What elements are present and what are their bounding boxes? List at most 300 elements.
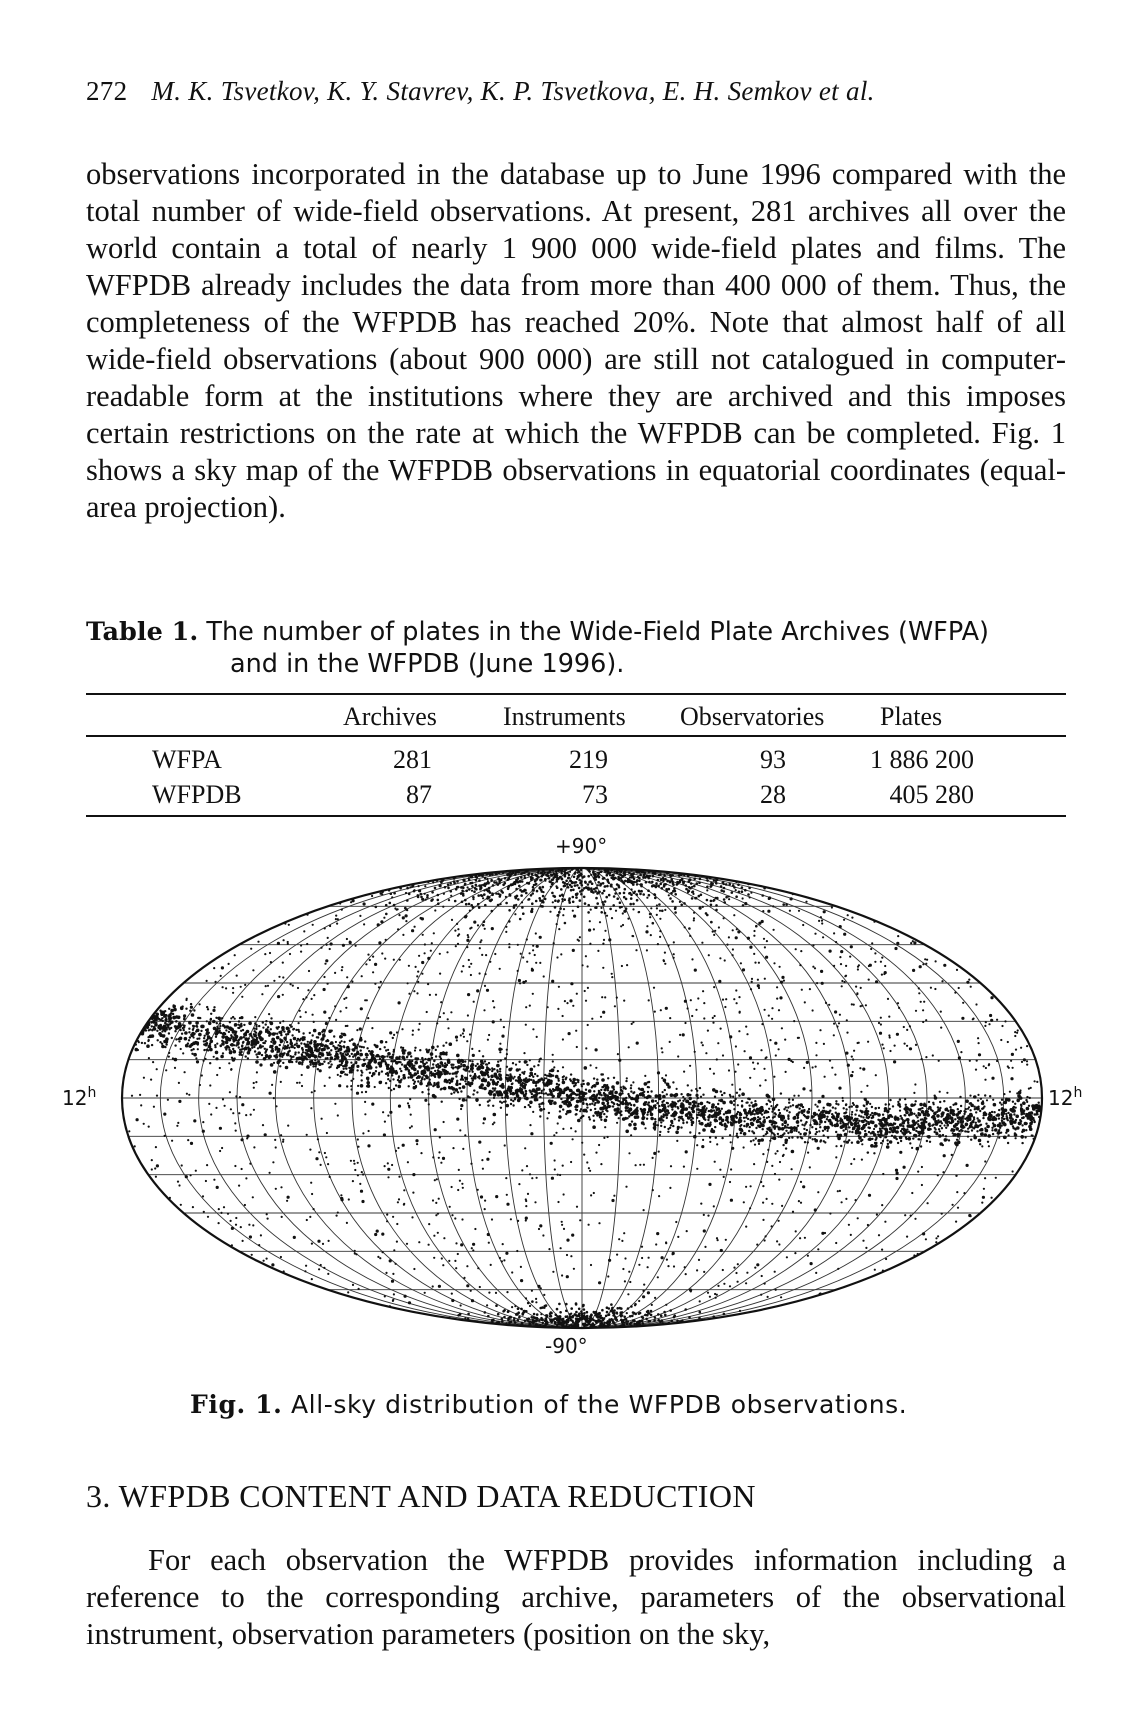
observation-point: [181, 1164, 183, 1166]
observation-point: [699, 907, 702, 910]
observation-point: [300, 1042, 302, 1044]
observation-point: [851, 1111, 853, 1113]
observation-point: [466, 1284, 469, 1287]
observation-point: [360, 1084, 364, 1088]
observation-point: [190, 1142, 193, 1145]
observation-point: [868, 1131, 870, 1133]
observation-point: [586, 1082, 590, 1086]
observation-point: [778, 1109, 780, 1111]
observation-point: [439, 1136, 441, 1138]
observation-point: [175, 1015, 179, 1019]
observation-point: [561, 1224, 563, 1226]
observation-point: [858, 1120, 860, 1122]
observation-point: [146, 1044, 150, 1048]
observation-point: [707, 1030, 709, 1032]
observation-point: [229, 1021, 231, 1023]
observation-point: [666, 1083, 670, 1087]
observation-point: [155, 1146, 157, 1148]
observation-point: [309, 1056, 311, 1058]
observation-point: [749, 1207, 751, 1209]
observation-point: [985, 1123, 987, 1125]
observation-point: [585, 1000, 587, 1002]
observation-point: [869, 1103, 871, 1105]
observation-point: [627, 1293, 629, 1295]
observation-point: [495, 1082, 499, 1086]
observation-point: [659, 918, 661, 920]
observation-point: [416, 1143, 418, 1145]
observation-point: [632, 1092, 634, 1094]
table-row-wfpdb-observatories: 28: [760, 780, 786, 809]
observation-point: [460, 1108, 462, 1110]
observation-point: [417, 971, 419, 973]
observation-point: [988, 1064, 990, 1066]
observation-point: [488, 1242, 490, 1244]
observation-point: [631, 1023, 633, 1025]
observation-point: [360, 1190, 363, 1193]
observation-point: [1020, 1104, 1022, 1106]
observation-point: [703, 1229, 706, 1232]
observation-point: [241, 1168, 243, 1170]
observation-point: [925, 1019, 927, 1021]
observation-point: [287, 1196, 290, 1199]
observation-point: [866, 1114, 868, 1116]
observation-point: [344, 1034, 346, 1036]
observation-point: [355, 1253, 357, 1255]
observation-point: [562, 1038, 564, 1040]
observation-point: [375, 1066, 377, 1068]
observation-point: [389, 1111, 392, 1114]
observation-point: [410, 1055, 412, 1057]
observation-point: [913, 1092, 915, 1094]
observation-point: [250, 1114, 252, 1116]
observation-point: [472, 1249, 474, 1251]
observation-point: [330, 1041, 334, 1045]
observation-point: [210, 1113, 212, 1115]
observation-point: [851, 1113, 853, 1115]
observation-point: [314, 1047, 316, 1049]
observation-point: [539, 1106, 541, 1108]
observation-point: [351, 1088, 353, 1090]
observation-point: [386, 1220, 388, 1222]
observation-point: [969, 1095, 971, 1097]
observation-point: [392, 1273, 394, 1275]
observation-point: [871, 1138, 873, 1140]
observation-point: [691, 1116, 693, 1118]
observation-point: [870, 948, 872, 950]
observation-point: [942, 1134, 944, 1136]
observation-point: [138, 1041, 140, 1043]
observation-point: [195, 1021, 199, 1025]
observation-point: [919, 1109, 921, 1111]
observation-point: [368, 1068, 370, 1070]
observation-point: [161, 1043, 163, 1045]
observation-point: [307, 1054, 309, 1056]
observation-point: [724, 959, 726, 961]
observation-point: [673, 1094, 677, 1098]
observation-point: [659, 1117, 663, 1121]
observation-point: [346, 938, 348, 940]
observation-point: [532, 889, 535, 892]
observation-point: [553, 1134, 555, 1136]
observation-point: [803, 1067, 805, 1069]
observation-point: [136, 1118, 139, 1121]
observation-point: [500, 903, 502, 905]
observation-point: [387, 1115, 389, 1117]
observation-point: [408, 1085, 410, 1087]
observation-point: [850, 945, 853, 948]
observation-point: [493, 1089, 495, 1091]
observation-point: [196, 1060, 199, 1063]
observation-point: [548, 1080, 552, 1084]
observation-point: [1026, 1045, 1028, 1047]
observation-point: [278, 976, 280, 978]
observation-point: [656, 1102, 658, 1104]
observation-point: [616, 1254, 618, 1256]
observation-point: [736, 1002, 738, 1004]
observation-point: [980, 1128, 984, 1132]
observation-point: [673, 953, 675, 955]
observation-point: [532, 1111, 534, 1113]
observation-point: [739, 1012, 741, 1014]
observation-point: [926, 1140, 928, 1142]
observation-point: [894, 1045, 896, 1047]
observation-point: [764, 1283, 766, 1285]
observation-point: [673, 941, 675, 943]
observation-point: [790, 1130, 792, 1132]
observation-point: [429, 1079, 431, 1081]
observation-point: [709, 1068, 711, 1070]
observation-point: [451, 919, 453, 921]
table-header-instruments: Instruments: [503, 702, 626, 731]
observation-point: [302, 1051, 304, 1053]
observation-point: [717, 1285, 719, 1287]
observation-point: [457, 928, 459, 930]
observation-point: [155, 1176, 157, 1178]
observation-point: [421, 1091, 423, 1093]
observation-point: [851, 1105, 853, 1107]
observation-point: [366, 1068, 368, 1070]
observation-point: [836, 1124, 838, 1126]
observation-point: [789, 910, 791, 912]
observation-point: [1011, 1053, 1014, 1056]
observation-point: [1020, 1109, 1022, 1111]
observation-point: [622, 924, 624, 926]
observation-point: [525, 1090, 527, 1092]
observation-point: [303, 930, 305, 932]
observation-point: [343, 1046, 345, 1048]
observation-point: [1014, 1035, 1016, 1037]
observation-point: [783, 980, 785, 982]
observation-point: [687, 1007, 689, 1009]
observation-point: [265, 1020, 267, 1022]
observation-point: [593, 1120, 595, 1122]
observation-point: [897, 1142, 899, 1144]
observation-point: [989, 1095, 991, 1097]
observation-point: [712, 1130, 716, 1134]
observation-point: [669, 1041, 671, 1043]
observation-point: [289, 1042, 293, 1046]
observation-point: [168, 1020, 170, 1022]
observation-point: [323, 1011, 326, 1014]
observation-point: [232, 1048, 234, 1050]
observation-point: [398, 1198, 400, 1200]
observation-point: [526, 1165, 528, 1167]
observation-point: [150, 1079, 152, 1081]
observation-point: [656, 1232, 659, 1235]
observation-point: [764, 1110, 768, 1114]
observation-point: [521, 901, 523, 903]
observation-point: [274, 1139, 276, 1141]
observation-point: [424, 1292, 426, 1294]
observation-point: [576, 993, 578, 995]
observation-point: [408, 965, 410, 967]
observation-point: [512, 1093, 514, 1095]
observation-point: [754, 1144, 756, 1146]
observation-point: [747, 1098, 749, 1100]
observation-point: [977, 1099, 979, 1101]
observation-point: [452, 1064, 454, 1066]
observation-point: [739, 1117, 741, 1119]
observation-point: [439, 1016, 441, 1018]
observation-point: [590, 1264, 592, 1266]
observation-point: [935, 1237, 937, 1239]
observation-point: [205, 1180, 207, 1182]
observation-point: [658, 1105, 660, 1107]
observation-point: [289, 953, 291, 955]
observation-point: [878, 1234, 880, 1236]
observation-point: [715, 1090, 719, 1094]
observation-point: [728, 895, 730, 897]
observation-point: [215, 1036, 217, 1038]
observation-point: [880, 1023, 882, 1025]
observation-point: [488, 1099, 490, 1101]
observation-point: [775, 1042, 777, 1044]
observation-point: [417, 1080, 419, 1082]
observation-point: [966, 981, 969, 984]
observation-point: [593, 1084, 597, 1088]
observation-point: [369, 959, 371, 961]
observation-point: [709, 1121, 711, 1123]
observation-point: [803, 1114, 805, 1116]
observation-point: [543, 975, 545, 977]
observation-point: [424, 1099, 427, 1102]
observation-point: [385, 1082, 387, 1084]
observation-point: [321, 1063, 323, 1065]
observation-point: [550, 886, 552, 888]
observation-point: [384, 958, 386, 960]
observation-point: [469, 1033, 471, 1035]
observation-point: [384, 1165, 386, 1167]
observation-point: [974, 1108, 976, 1110]
observation-point: [372, 956, 374, 958]
table-row-wfpdb-instruments: 73: [582, 780, 608, 809]
observation-point: [839, 1190, 841, 1192]
observation-point: [514, 913, 516, 915]
observation-point: [630, 1090, 632, 1092]
observation-point: [367, 954, 369, 956]
observation-point: [459, 1083, 461, 1085]
observation-point: [128, 1130, 130, 1132]
observation-point: [440, 1058, 442, 1060]
observation-point: [501, 1260, 503, 1262]
observation-point: [792, 1099, 794, 1101]
observation-point: [707, 1119, 709, 1121]
observation-point: [303, 1038, 305, 1040]
observation-point: [566, 1098, 568, 1100]
observation-point: [788, 1111, 790, 1113]
observation-point: [698, 1132, 700, 1134]
observation-point: [914, 1083, 916, 1085]
observation-point: [625, 1080, 627, 1082]
observation-point: [649, 916, 651, 918]
observation-point: [655, 1100, 657, 1102]
observation-point: [239, 1049, 241, 1051]
observation-point: [302, 1032, 304, 1034]
observation-point: [845, 1052, 848, 1055]
observation-point: [417, 981, 419, 983]
observation-point: [676, 1140, 678, 1142]
observation-point: [788, 1137, 790, 1139]
observation-point: [343, 1058, 345, 1060]
observation-point: [379, 1257, 381, 1259]
observation-point: [483, 1087, 487, 1091]
observation-point: [535, 962, 537, 964]
observation-point: [581, 1116, 583, 1118]
observation-point: [434, 1128, 437, 1131]
observation-point: [298, 1022, 300, 1024]
observation-point: [696, 1144, 698, 1146]
observation-point: [384, 1295, 386, 1297]
observation-point: [913, 1113, 915, 1115]
observation-point: [557, 1174, 559, 1176]
observation-point: [692, 893, 694, 895]
observation-point: [531, 968, 533, 970]
observation-point: [254, 1050, 256, 1052]
observation-point: [897, 1002, 899, 1004]
observation-point: [193, 1025, 195, 1027]
observation-point: [889, 1099, 891, 1101]
observation-point: [170, 1009, 174, 1013]
observation-point: [731, 1084, 733, 1086]
observation-point: [952, 1204, 954, 1206]
observation-point: [509, 1089, 513, 1093]
observation-point: [366, 1047, 368, 1049]
observation-point: [911, 1147, 913, 1149]
observation-point: [334, 1005, 336, 1007]
observation-point: [1007, 1041, 1009, 1043]
observation-point: [357, 1057, 361, 1061]
observation-point: [788, 1058, 791, 1061]
observation-point: [192, 1042, 196, 1046]
observation-point: [620, 1110, 622, 1112]
observation-point: [801, 989, 803, 991]
observation-point: [609, 1105, 611, 1107]
observation-point: [403, 1189, 405, 1191]
observation-point: [745, 1186, 747, 1188]
observation-point: [742, 968, 745, 971]
observation-point: [462, 1064, 464, 1066]
observation-point: [576, 1206, 578, 1208]
observation-point: [594, 1108, 596, 1110]
observation-point: [388, 1087, 390, 1089]
observation-point: [469, 1096, 471, 1098]
observation-point: [230, 1220, 232, 1222]
observation-point: [891, 1116, 893, 1118]
observation-point: [773, 1076, 775, 1078]
table-header-observatories: Observatories: [680, 702, 825, 731]
observation-point: [1014, 1132, 1016, 1134]
observation-point: [466, 939, 469, 942]
observation-point: [162, 1020, 164, 1022]
observation-point: [491, 1218, 493, 1220]
observation-point: [927, 1202, 929, 1204]
observation-point: [639, 1164, 641, 1166]
observation-point: [499, 1077, 503, 1081]
observation-point: [821, 922, 823, 924]
observation-point: [371, 1103, 374, 1106]
observation-point: [392, 1054, 394, 1056]
observation-point: [512, 1100, 514, 1102]
observation-point: [527, 1193, 529, 1195]
observation-point: [154, 1167, 156, 1169]
observation-point: [343, 1068, 345, 1070]
observation-point: [685, 1273, 687, 1275]
observation-point: [875, 980, 878, 983]
observation-point: [397, 928, 399, 930]
observation-point: [298, 1031, 300, 1033]
observation-point: [647, 1266, 649, 1268]
observation-point: [248, 1022, 252, 1026]
observation-point: [766, 1128, 768, 1130]
observation-point: [288, 924, 290, 926]
observation-point: [738, 996, 740, 998]
observation-point: [268, 1055, 272, 1059]
observation-point: [247, 1051, 251, 1055]
observation-point: [1015, 1115, 1019, 1119]
observation-point: [590, 1097, 592, 1099]
observation-point: [505, 896, 507, 898]
observation-point: [625, 1110, 627, 1112]
observation-point: [455, 1267, 457, 1269]
observation-point: [207, 1216, 209, 1218]
observation-point: [804, 1237, 806, 1239]
observation-point: [457, 943, 459, 945]
observation-point: [704, 1109, 706, 1111]
observation-point: [735, 1121, 737, 1123]
observation-point: [906, 1128, 908, 1130]
observation-point: [412, 1192, 414, 1194]
observation-point: [728, 936, 730, 938]
observation-point: [614, 1005, 616, 1007]
observation-point: [219, 1022, 221, 1024]
observation-point: [583, 1154, 585, 1156]
observation-point: [1006, 1117, 1008, 1119]
observation-point: [650, 907, 652, 909]
observation-point: [350, 1062, 352, 1064]
observation-point: [444, 1080, 446, 1082]
observation-point: [892, 1126, 894, 1128]
observation-point: [318, 1047, 320, 1049]
observation-point: [1001, 1107, 1005, 1111]
observation-point: [838, 1087, 841, 1090]
observation-point: [737, 930, 740, 933]
observation-point: [973, 1095, 977, 1099]
observation-point: [398, 914, 400, 916]
observation-point: [743, 1146, 745, 1148]
observation-point: [690, 1290, 692, 1292]
observation-point: [433, 1059, 435, 1061]
observation-point: [357, 1146, 359, 1148]
